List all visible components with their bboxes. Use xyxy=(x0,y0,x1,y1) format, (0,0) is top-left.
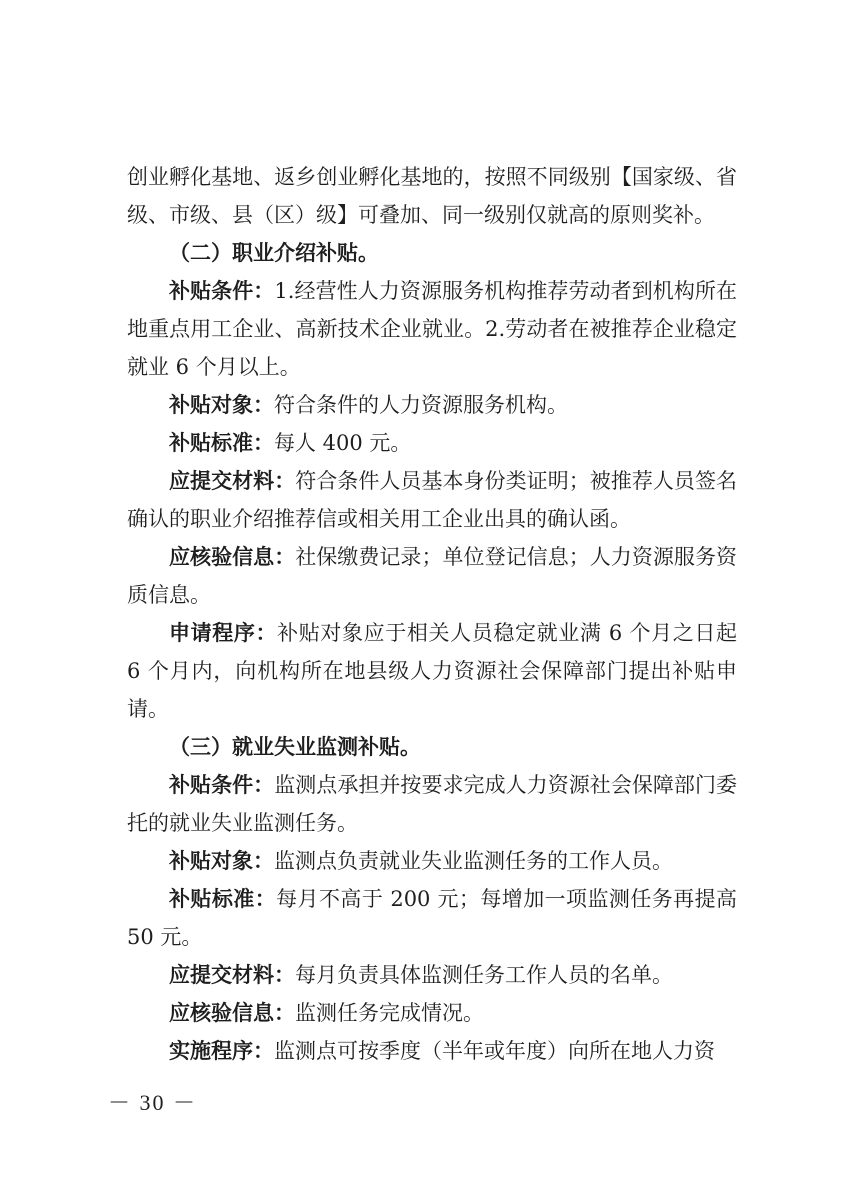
page-number: － 30 － xyxy=(108,1090,198,1115)
paragraph-text: 社保缴费记录；单位登记信息；人力资源服务资质信息。 xyxy=(127,545,738,607)
paragraph-text: 监测点承担并按要求完成人力资源社会保障部门委托的就业失业监测任务。 xyxy=(127,773,738,835)
paragraph-text: 监测点可按季度（半年或年度）向所在地人力资 xyxy=(274,1039,715,1063)
paragraph-label: 补贴标准： xyxy=(169,430,274,455)
paragraph-label: 应核验信息： xyxy=(169,1000,295,1025)
paragraph-standard xyxy=(127,880,737,956)
paragraph-verification xyxy=(127,994,737,1032)
paragraph-procedure xyxy=(127,1032,737,1070)
paragraph-text: 每月不高于 200 元；每增加一项监测任务再提高 50 元。 xyxy=(127,887,738,949)
paragraph-label: 应提交材料： xyxy=(169,468,296,493)
document-body xyxy=(127,158,737,1070)
paragraph-label: 应核验信息： xyxy=(169,544,296,569)
paragraph-verification xyxy=(127,538,737,614)
paragraph-label: 申请程序： xyxy=(169,620,278,645)
paragraph-materials xyxy=(127,956,737,994)
intro-paragraph: 创业孵化基地、返乡创业孵化基地的，按照不同级别【国家级、省级、市级、县（区）级】可叠加、同一级别仅就高的原则奖补。 xyxy=(127,165,737,227)
paragraph-materials xyxy=(127,462,737,538)
paragraph-text: 符合条件人员基本身份类证明；被推荐人员签名确认的职业介绍推荐信或相关用工企业出具的确认函。 xyxy=(127,469,738,531)
paragraph-label: 应提交材料： xyxy=(169,962,295,987)
paragraph-text: 每月负责具体监测任务工作人员的名单。 xyxy=(295,963,673,987)
paragraph-label: 补贴标准： xyxy=(169,886,277,911)
paragraph-label: 实施程序： xyxy=(169,1038,274,1063)
paragraph-procedure xyxy=(127,614,737,728)
paragraph-text: 1.经营性人力资源服务机构推荐劳动者到机构所在地重点用工企业、高新技术企业就业。2.劳动者在被推荐企业稳定就业 6 个月以上。 xyxy=(127,279,738,379)
paragraph-condition xyxy=(127,272,737,386)
paragraph-text: 监测任务完成情况。 xyxy=(295,1001,484,1025)
paragraph-text: 每人 400 元。 xyxy=(274,431,412,455)
paragraph-target xyxy=(127,842,737,880)
paragraph-target xyxy=(127,386,737,424)
paragraph-label: 补贴对象： xyxy=(169,848,274,873)
section-heading-employment-monitoring: （三）就业失业监测补贴。 xyxy=(169,734,421,759)
paragraph-label: 补贴对象： xyxy=(169,392,274,417)
paragraph-label: 补贴条件： xyxy=(169,278,275,303)
paragraph-text: 监测点负责就业失业监测任务的工作人员。 xyxy=(274,849,673,873)
paragraph-label: 补贴条件： xyxy=(169,772,275,797)
paragraph-text: 补贴对象应于相关人员稳定就业满 6 个月之日起 6 个月内，向机构所在地县级人力资源社会保障部门提出补贴申请。 xyxy=(127,621,738,721)
section-heading-job-referral: （二）职业介绍补贴。 xyxy=(169,240,379,265)
paragraph-condition xyxy=(127,766,737,842)
paragraph-standard xyxy=(127,424,737,462)
paragraph-text: 符合条件的人力资源服务机构。 xyxy=(274,393,568,417)
